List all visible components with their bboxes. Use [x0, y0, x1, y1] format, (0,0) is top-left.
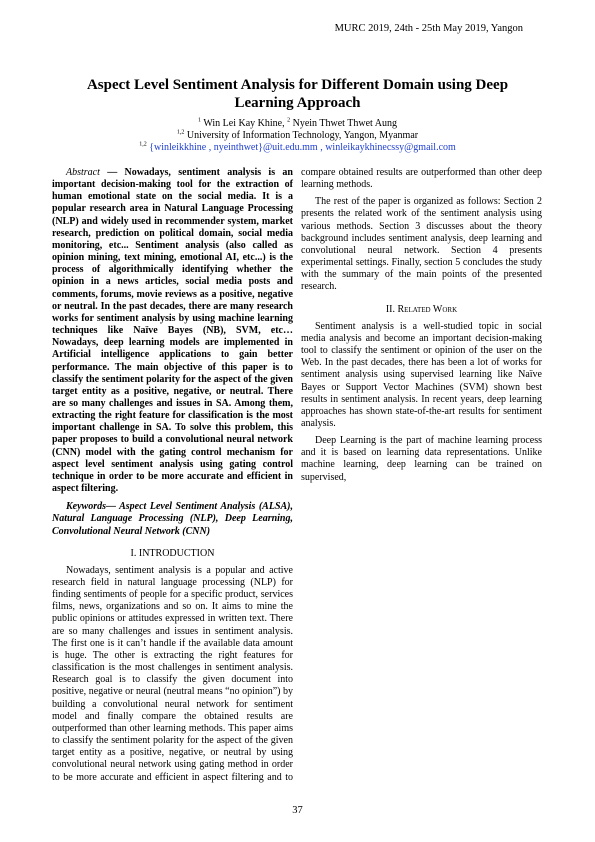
section-heading-introduction: I. INTRODUCTION — [130, 547, 215, 559]
author1-superscript: 1 — [198, 117, 202, 124]
related-work-paragraph-1: Sentiment analysis is a well-studied topic in social media analysis and become an important decision-making tool to classify the sentiment or opinion of the user on the Web. In the past decades, there has been a lot of works for sentiment analysis using supervised learning like Naïve Bayes or Support Vector Machines (SVM) shown best results in sentiment analysis. In recent years, deep learning approaches has shown state-of-the-art results for sentiment analysis. — [301, 320, 542, 429]
page-number: 37 — [292, 805, 303, 816]
email-superscript: 1,2 — [139, 141, 147, 148]
email-line — [60, 142, 535, 154]
keywords — [52, 501, 293, 537]
keywords-lead: Keywords — [66, 501, 106, 513]
author-line — [60, 118, 535, 130]
right-column — [301, 167, 542, 484]
author-block — [60, 118, 535, 154]
abstract-text: — Nowadays, sentiment analysis is an important decision-making tool for the extraction of human emotional state on the social media. It is a popular research area in Natural Language Processing (NLP) and widely used in recommender system, market research, prediction on political domain, social media monitoring, etc... Sentiment analysis (also called as opinion mining, text mining, emotional AI, etc...) is the process of algorithmically identifying whether the opinion in a news articles, social media posts and comments, forums, movie reviews as a positive, negative or neutral. In the past decades, there are many research works for sentiment analysis by using machine learning techniques like Naïve Bayes (NB), SVM, etc… Nowadays, deep learning models are implemented in Artificial intelligence applications to gain better performance. The main objective of this paper is to classify the sentiment polarity for the aspect of the given target entity as a positive, negative, or neutral. There are so many challenges and issues in SA. Among them, extracting the right feature for classification is the most important challenge in SA. To solve this problem, this paper proposes to build a convolutional neural network (CNN) model with the gating control mechanism for aspect level sentiment analysis using gating control technique in order to be more accurate and efficient in aspect filtering. — [52, 167, 293, 495]
running-head: MURC 2019, 24th - 25th May 2019, Yangon — [334, 23, 523, 34]
introduction-paragraph-1-continued: compare obtained results are outperformed than other deep learning methods. — [301, 167, 542, 191]
section-heading-related-work — [301, 304, 542, 316]
affiliation: University of Information Technology, Yangon, Myanmar — [186, 130, 419, 141]
section-number: II. — [385, 303, 398, 315]
introduction-paragraph-1: Nowadays, sentiment analysis is a popular and active research field in natural language processing (NLP) for finding sentiments of people for a specific product, services films, news, organizations and so on. It aims to mine the public opinions or attitudes expressed in written text. There are so many challenges and issues in sentiment analysis. The first one is it can’t handle if the available data amount is huge. The other is extracting the right features for classification is the most challenges in sentiment analysis. Research goal is to classify the given document into positive, negative or neural (neutral means “no opinion”) by building a convolutional neural network for sentiment model and finally compare the obtained results are outperformed than other learning methods. This paper aims to classify the sentiment polarity for the aspect of the given target entity as a positive, negative, or neutral by using convolutional neural network using gating method in order to be more accurate and efficient in aspect filtering and to — [52, 564, 293, 783]
author2-superscript: 2 — [287, 117, 291, 124]
keywords-text: — Aspect Level Sentiment Analysis (ALSA), Natural Language Processing (NLP), Deep Learning, Convolutional Neural Network (CNN) — [52, 501, 293, 537]
author1-name: Win Lei Kay Khine, — [203, 118, 285, 129]
introduction-paragraph-2: The rest of the paper is organized as follows: Section 2 presents the related work of the sentiment analysis using various methods. Section 3 discusses about the theory background includes sentiment analysis, deep learning and convolutional neural network. Section 4 presents experimental settings. Finally, section 5 concludes the study with the summary of the main points of the presented research. — [301, 196, 542, 293]
abstract — [52, 167, 293, 495]
author2-name: Nyein Thwet Thwet Aung — [292, 118, 397, 129]
section-title: Related Work — [397, 303, 458, 315]
related-work-paragraph-2: Deep Learning is the part of machine learning process and it is based on learning data representations. Unlike machine learning, deep learning can be trained on supervised, — [301, 435, 542, 483]
left-column — [52, 167, 293, 784]
paper-title: Aspect Level Sentiment Analysis for Different Domain using Deep Learning Approach — [86, 77, 509, 111]
author-emails[interactable]: {winleikkhine , nyeinthwet}@uit.edu.mm , winleikaykhinecssy@gmail.com — [149, 142, 456, 153]
affiliation-superscript: 1,2 — [176, 129, 185, 136]
abstract-lead: Abstract — [66, 167, 100, 178]
affiliation-line — [60, 130, 535, 142]
